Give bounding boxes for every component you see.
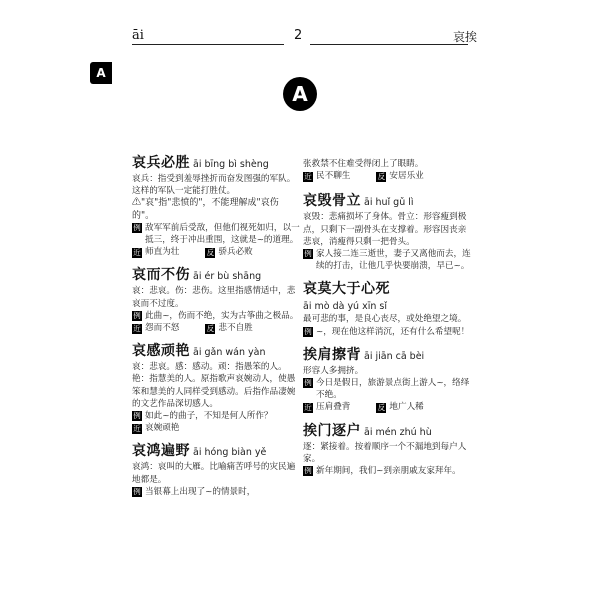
definition: 哀：悲哀。伤：悲伤。这里指感情适中，悲哀而不过度。 bbox=[132, 286, 296, 309]
entry bbox=[132, 264, 300, 334]
right-column bbox=[303, 158, 471, 483]
page-number: 2 bbox=[294, 28, 303, 43]
section-letter-badge: A bbox=[283, 77, 317, 111]
entry bbox=[132, 340, 300, 434]
usage-warning: ⚠"哀"指"悲愤的"，不能理解成"哀伤的"。 bbox=[132, 198, 279, 221]
pinyin: āi ér bù shāng bbox=[193, 271, 262, 283]
example-text: 敌军军前后受敌，但他们视死如归，以一抵三，终于冲出重围，这就是~的道理。 bbox=[145, 222, 300, 246]
synonym-antonym-row bbox=[303, 170, 471, 182]
pinyin: āi hóng biàn yě bbox=[193, 447, 267, 459]
example-label: 例 bbox=[304, 378, 312, 388]
example bbox=[303, 248, 471, 272]
synonym-label: 近 bbox=[304, 171, 312, 181]
antonym-label: 反 bbox=[206, 323, 215, 333]
example-text: 当银幕上出现了~的情景时， bbox=[145, 486, 256, 497]
headword: 哀鸿遍野 bbox=[132, 443, 190, 460]
example-text: 新年期间，我们~到亲朋戚友家拜年。 bbox=[316, 466, 461, 477]
synonym: 民不聊生 bbox=[316, 171, 351, 182]
headword: 哀莫大于心死 bbox=[303, 281, 390, 298]
antonym: 安居乐业 bbox=[389, 171, 424, 182]
example-label: 例 bbox=[133, 222, 141, 232]
synonym: 怨而不怒 bbox=[145, 323, 180, 334]
definition: 哀兵：指受到羞辱挫折而奋发图强的军队。这样的军队一定能打胜仗。 bbox=[132, 174, 296, 197]
synonym-label: 近 bbox=[304, 403, 312, 413]
entry bbox=[303, 278, 471, 337]
antonym-label: 反 bbox=[377, 403, 386, 413]
headword: 哀感顽艳 bbox=[132, 343, 190, 360]
header-rule-right bbox=[310, 44, 468, 45]
headword: 哀兵必胜 bbox=[132, 155, 190, 171]
headword: 哀而不伤 bbox=[132, 267, 190, 284]
header-pinyin: āi bbox=[132, 28, 144, 43]
example-text: ~，现在他这样消沉，还有什么希望呢！ bbox=[316, 326, 470, 337]
example-label: 例 bbox=[133, 486, 141, 496]
example-text: 今日是假日，旅游景点街上游人~，络绎不绝。 bbox=[316, 378, 470, 401]
example-label: 例 bbox=[304, 466, 312, 476]
definition: 哀毁：悲痛损坏了身体。骨立：形容瘦到极点，只剩下一副骨头在支撑着。形容因丧亲悲哀，消瘦得只剩一把骨头。 bbox=[303, 212, 467, 247]
left-column bbox=[132, 152, 300, 504]
pinyin: āi jiān cā bèi bbox=[364, 350, 425, 362]
example bbox=[303, 326, 471, 338]
example bbox=[132, 310, 300, 322]
header-rule-left bbox=[132, 44, 284, 45]
synonym: 哀婉顽艳 bbox=[145, 423, 180, 434]
example-text: 此曲~，伤而不绝，实为古筝曲之极品。 bbox=[145, 310, 299, 321]
entry bbox=[303, 344, 471, 414]
section-thumb-tab: A bbox=[90, 62, 112, 84]
entry bbox=[303, 190, 471, 272]
synonym-antonym-row bbox=[303, 401, 471, 413]
pinyin: āi gǎn wán yàn bbox=[193, 347, 266, 359]
example-text: 如此~的曲子，不知是何人所作？ bbox=[145, 411, 273, 422]
synonym-label: 近 bbox=[133, 323, 141, 333]
synonym-row bbox=[132, 422, 300, 434]
definition: 逐：紧接着。按着顺序一个不漏地到每户人家。 bbox=[303, 441, 467, 464]
example bbox=[303, 465, 471, 477]
headword: 哀毁骨立 bbox=[303, 193, 361, 210]
example-label: 例 bbox=[304, 249, 312, 259]
entry bbox=[303, 420, 471, 478]
antonym-label: 反 bbox=[377, 171, 386, 181]
definition: 最可悲的事，是良心丧尽，或处绝望之境。 bbox=[303, 314, 467, 325]
entry bbox=[132, 152, 300, 258]
example bbox=[132, 486, 300, 498]
entry bbox=[132, 440, 300, 498]
example bbox=[132, 410, 300, 422]
example-text: 家人接二连三逝世，妻子又离他而去，连续的打击，让他几乎快要崩溃，早已~。 bbox=[316, 249, 471, 272]
pinyin: āi bīng bì shèng bbox=[193, 159, 269, 170]
antonym-label: 反 bbox=[206, 247, 215, 257]
example-label: 例 bbox=[304, 326, 312, 336]
antonym: 地广人稀 bbox=[389, 402, 424, 413]
synonym-antonym-row bbox=[132, 246, 300, 258]
continued-example-text: 张救禁不住难受得闭上了眼睛。 bbox=[303, 159, 424, 169]
header-guide-words: 哀挨 bbox=[452, 30, 477, 44]
definition: 哀：悲哀。感：感动。顽：指愚笨的人。艳：指慧美的人。原指歌声哀婉动人，使愚笨和慧美的人同样受到感动。后指作品凄婉的文艺作品深切感人。 bbox=[132, 362, 296, 409]
definition: 哀鸿：哀叫的大雁。比喻痛苦呼号的灾民遍地都是。 bbox=[132, 462, 296, 485]
pinyin: āi mén zhú hù bbox=[364, 426, 432, 438]
example bbox=[132, 222, 300, 246]
definition: 形容人多拥挤。 bbox=[303, 365, 364, 376]
pinyin: āi huǐ gǔ lì bbox=[364, 197, 414, 209]
synonym: 师直为壮 bbox=[145, 247, 180, 258]
antonym: 悲不自胜 bbox=[218, 323, 253, 334]
synonym-antonym-row bbox=[132, 322, 300, 334]
headword: 挨肩擦背 bbox=[303, 346, 361, 363]
antonym: 骄兵必败 bbox=[218, 247, 253, 258]
example bbox=[303, 377, 471, 401]
headword: 挨门逐户 bbox=[303, 422, 361, 439]
example-label: 例 bbox=[133, 411, 141, 421]
synonym-label: 近 bbox=[133, 247, 141, 257]
synonym-label: 近 bbox=[133, 423, 141, 433]
pinyin: āi mò dà yú xīn sǐ bbox=[303, 301, 387, 313]
synonym: 压肩叠背 bbox=[316, 402, 351, 413]
example-label: 例 bbox=[133, 310, 141, 320]
